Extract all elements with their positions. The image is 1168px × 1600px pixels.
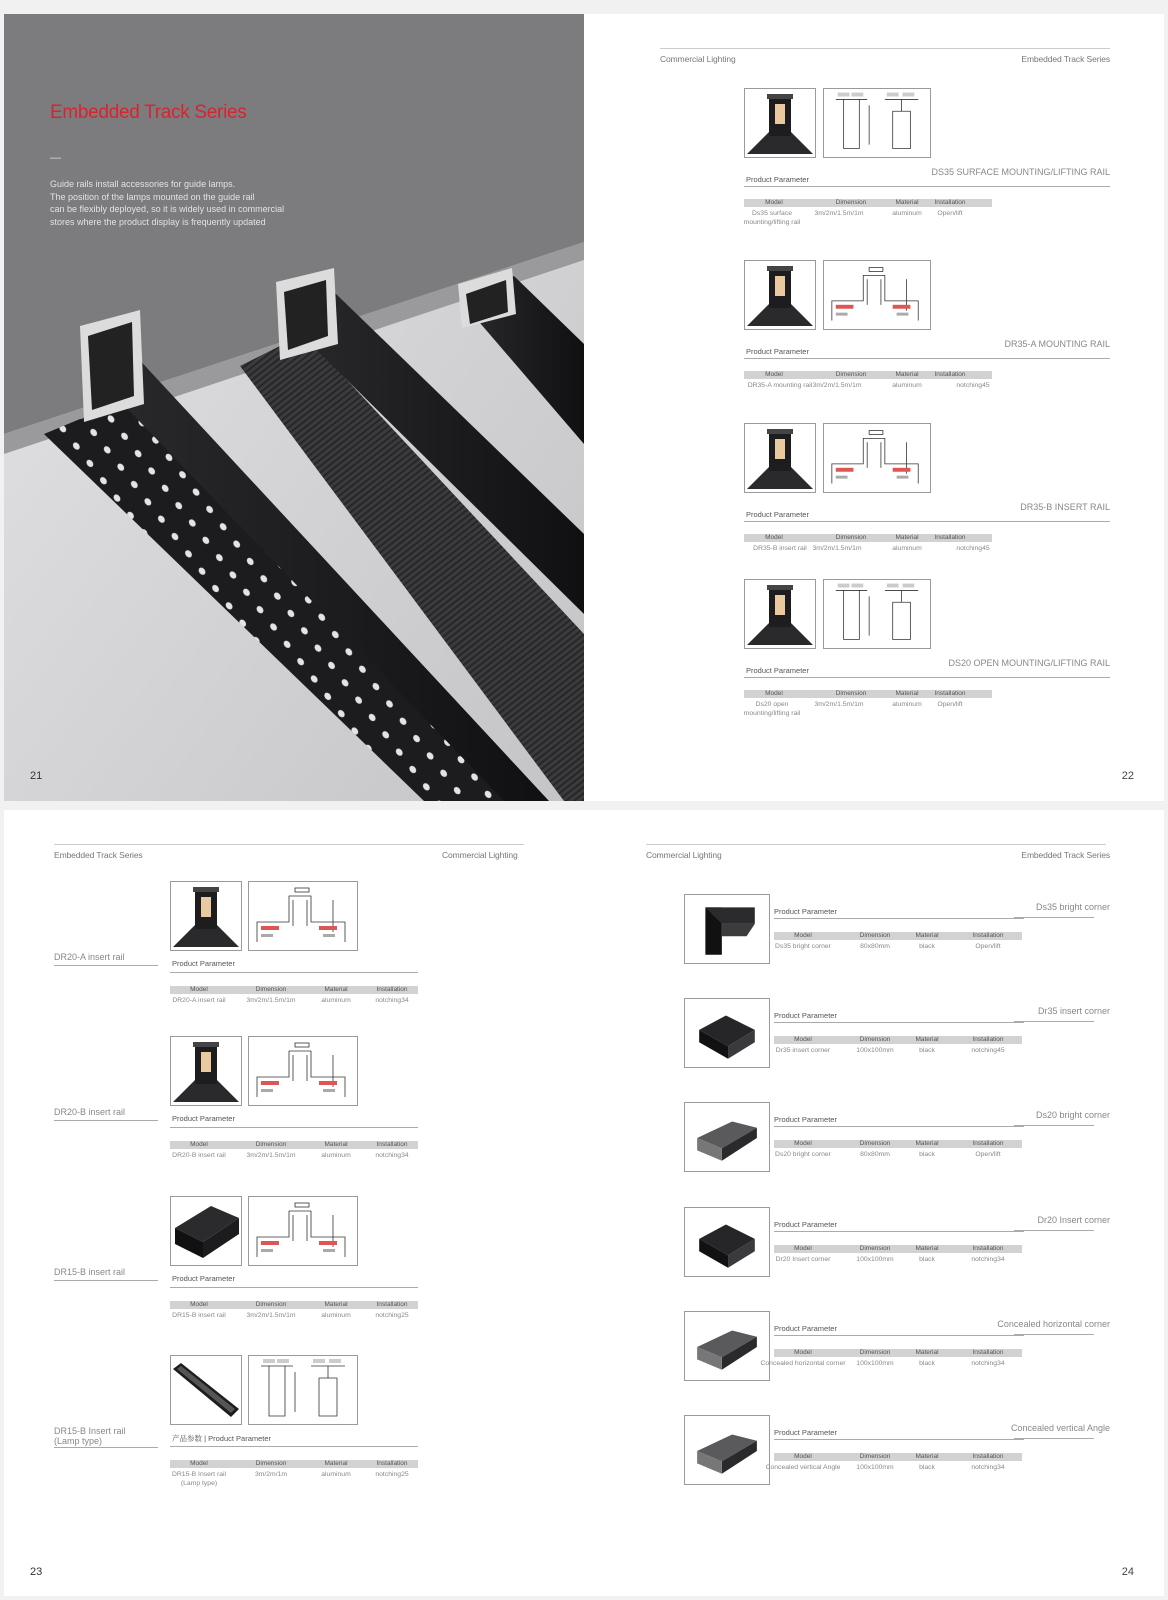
product-parameter-label: Product Parameter — [774, 1220, 837, 1229]
product-photo — [744, 423, 816, 493]
parameter-rule — [774, 1022, 1024, 1023]
table-header-cell: Material — [895, 371, 919, 378]
table-header-cell: Model — [794, 1036, 812, 1043]
table-header — [744, 199, 992, 207]
table-header-cell: Material — [324, 1141, 348, 1148]
table-header-cell: Model — [794, 1140, 812, 1147]
section-drawing — [248, 1196, 358, 1266]
title-dash: — — [50, 152, 61, 164]
table-header-cell: Dimension — [255, 986, 287, 993]
table-cell: Concealed horizontal corner — [760, 1360, 846, 1367]
table-cell: aluminum — [892, 701, 922, 708]
product-parameter-label: Product Parameter — [172, 959, 235, 968]
table-header-cell: Installation — [376, 1301, 408, 1308]
table-header-cell: Material — [915, 1140, 939, 1147]
product-name — [54, 1426, 126, 1446]
table-cell: 3m/2m/1.5m/1m — [246, 1152, 296, 1159]
table-header-cell: Material — [915, 1245, 939, 1252]
parameter-rule — [744, 186, 1110, 187]
table-header-cell: Dimension — [835, 534, 867, 541]
name-rule — [1014, 1125, 1094, 1126]
table-cell: Open/lift — [975, 1151, 1001, 1158]
table-header — [744, 371, 992, 379]
parameter-rule — [170, 1287, 418, 1288]
product-photo — [170, 1196, 242, 1266]
product-name: DS20 OPEN MOUNTING/LIFTING RAIL — [948, 658, 1110, 668]
product-name-line: DR20-A insert rail — [54, 952, 125, 962]
table-header-cell: Dimension — [859, 932, 891, 939]
table-header-cell: Installation — [934, 199, 966, 206]
product-name — [54, 952, 125, 962]
table-header-cell: Installation — [934, 690, 966, 697]
section-drawing — [823, 423, 931, 493]
table-cell: notching45 — [956, 545, 990, 552]
product-name: Dr35 insert corner — [1037, 1006, 1110, 1016]
table-cell: Ds35 bright corner — [775, 943, 831, 950]
product-name-line: DR15-B insert rail — [54, 1267, 126, 1277]
table-cell: notching34 — [375, 1152, 409, 1159]
parameter-rule — [774, 1439, 1024, 1440]
header-left: Commercial Lighting — [660, 54, 736, 64]
table-header — [744, 690, 992, 698]
table-cell: aluminum — [892, 210, 922, 217]
table-header-cell: Installation — [972, 1140, 1004, 1147]
table-header-cell: Dimension — [859, 1349, 891, 1356]
table-header-cell: Dimension — [859, 1140, 891, 1147]
table-cell: Ds20 bright corner — [775, 1151, 831, 1158]
header-right: Embedded Track Series — [1021, 850, 1110, 860]
product-name: Concealed horizontal corner — [997, 1319, 1110, 1329]
table-header-cell: Material — [915, 1349, 939, 1356]
corner-photo — [684, 1311, 770, 1381]
product-parameter-label: Product Parameter — [774, 1011, 837, 1020]
table-header-cell: Dimension — [859, 1036, 891, 1043]
product-photo — [744, 579, 816, 649]
name-rule — [1014, 1230, 1094, 1231]
product-parameter-label: Product Parameter — [746, 175, 809, 184]
section-drawing — [823, 579, 931, 649]
track-rail-photo — [4, 14, 584, 801]
table-cell: mounting/lifting rail — [743, 710, 801, 717]
table-cell: DR15-B insert rail — [172, 1312, 226, 1319]
parameter-rule — [744, 521, 1110, 522]
table-cell: aluminum — [321, 1471, 351, 1478]
table-cell: Open/lift — [975, 943, 1001, 950]
table-header-cell: Dimension — [255, 1460, 287, 1467]
table-cell: aluminum — [892, 545, 922, 552]
table-header-cell: Model — [765, 534, 783, 541]
table-header-cell: Installation — [972, 1453, 1004, 1460]
table-header-cell: Material — [324, 1460, 348, 1467]
header-rule — [646, 844, 1106, 845]
page-number: 22 — [1121, 770, 1134, 782]
table-cell: Ds35 surface — [751, 210, 793, 217]
header-right: Embedded Track Series — [1021, 54, 1110, 64]
table-cell: 3m/2m/1.5m/1m — [246, 997, 296, 1004]
table-header — [774, 1453, 1022, 1461]
table-cell: DR15-B Insert rail — [171, 1471, 227, 1478]
table-cell: black — [919, 1464, 935, 1471]
product-photo — [744, 260, 816, 330]
parameter-rule — [170, 1446, 418, 1447]
table-cell: black — [919, 1360, 935, 1367]
page-number: 23 — [30, 1566, 43, 1578]
name-rule — [54, 1447, 158, 1448]
table-cell: black — [919, 1047, 935, 1054]
product-name: Ds35 bright corner — [1035, 902, 1110, 912]
table-cell: 3m/2m/1.5m/1m — [814, 701, 864, 708]
table-cell: Dr20 Insert corner — [775, 1256, 831, 1263]
name-rule — [1014, 1438, 1094, 1439]
table-cell: DR35-A mounting rail — [747, 382, 813, 389]
product-parameter-label: Product Parameter — [774, 1428, 837, 1437]
product-photo — [170, 881, 242, 951]
table-cell: 100x100mm — [856, 1256, 894, 1263]
table-header — [170, 1141, 418, 1149]
table-header-cell: Model — [190, 1460, 208, 1467]
table-header — [774, 1245, 1022, 1253]
table-cell: notching34 — [971, 1464, 1005, 1471]
table-header-cell: Material — [895, 534, 919, 541]
table-header-cell: Installation — [972, 932, 1004, 939]
table-cell: (Lamp type) — [180, 1480, 218, 1487]
table-header-cell: Dimension — [255, 1301, 287, 1308]
product-name-line: DR20-B insert rail — [54, 1107, 126, 1117]
table-header-cell: Model — [765, 690, 783, 697]
product-photo — [170, 1036, 242, 1106]
header-left: Embedded Track Series — [54, 850, 143, 860]
name-rule — [54, 1120, 158, 1121]
table-cell: mounting/lifting rail — [743, 219, 801, 226]
table-header-cell: Model — [190, 1301, 208, 1308]
table-header-cell: Installation — [376, 1460, 408, 1467]
table-header-cell: Dimension — [835, 690, 867, 697]
table-cell: notching34 — [971, 1256, 1005, 1263]
product-name — [54, 1107, 125, 1117]
table-cell: DR20-B insert rail — [172, 1152, 226, 1159]
parameter-rule — [774, 1126, 1024, 1127]
product-parameter-label: Product Parameter — [774, 1324, 837, 1333]
section-drawing — [248, 1036, 358, 1106]
table-header-cell: Installation — [934, 371, 966, 378]
table-header-cell: Material — [915, 932, 939, 939]
table-cell: notching34 — [971, 1360, 1005, 1367]
table-header-cell: Model — [190, 1141, 208, 1148]
corner-photo — [684, 1415, 770, 1485]
table-header-cell: Material — [895, 690, 919, 697]
table-cell: black — [919, 1151, 935, 1158]
table-cell: notching45 — [956, 382, 990, 389]
product-name-line: (Lamp type) — [54, 1436, 103, 1446]
parameter-rule — [774, 1231, 1024, 1232]
header-right: Commercial Lighting — [442, 850, 518, 860]
product-parameter-label: Product Parameter — [746, 666, 809, 675]
page-23 — [4, 810, 584, 1596]
table-header — [170, 1301, 418, 1309]
table-cell: 3m/2m/1.5m/1m — [812, 382, 862, 389]
table-header-cell: Model — [190, 986, 208, 993]
table-header-cell: Dimension — [859, 1245, 891, 1252]
series-description: Guide rails install accessories for guide lamps. The position of the lamps mounted on the guide rail can be flexibly deployed, so it is widely used in commercial stores where the product display is frequently updated — [50, 179, 285, 227]
product-parameter-label: Product Parameter — [746, 347, 809, 356]
table-header-cell: Installation — [972, 1245, 1004, 1252]
table-cell: notching25 — [375, 1312, 409, 1319]
table-cell: Open/lift — [937, 701, 963, 708]
product-parameter-label: Product Parameter — [172, 1114, 235, 1123]
table-header — [774, 932, 1022, 940]
table-cell: aluminum — [321, 997, 351, 1004]
table-header-cell: Dimension — [835, 199, 867, 206]
table-cell: Open/lift — [937, 210, 963, 217]
table-cell: aluminum — [321, 1312, 351, 1319]
table-header-cell: Model — [794, 1453, 812, 1460]
table-cell: 80x80mm — [860, 1151, 890, 1158]
table-header-cell: Dimension — [859, 1453, 891, 1460]
table-cell: 80x80mm — [860, 943, 890, 950]
table-header-cell: Model — [765, 199, 783, 206]
table-header-cell: Dimension — [255, 1141, 287, 1148]
table-header-cell: Material — [324, 1301, 348, 1308]
table-cell: notching45 — [971, 1047, 1005, 1054]
table-cell: 100x100mm — [856, 1464, 894, 1471]
table-header-cell: Model — [794, 1245, 812, 1252]
product-name: DR35-B INSERT RAIL — [1020, 502, 1110, 512]
table-header-cell: Installation — [934, 534, 966, 541]
table-cell: black — [919, 1256, 935, 1263]
section-drawing — [823, 260, 931, 330]
series-title: Embedded Track Series — [50, 102, 247, 123]
parameter-rule — [744, 358, 1110, 359]
product-photo — [170, 1355, 242, 1425]
table-cell: black — [919, 943, 935, 950]
page-number: 24 — [1121, 1566, 1134, 1578]
table-header — [170, 986, 418, 994]
table-header — [170, 1460, 418, 1468]
header-rule — [54, 844, 524, 845]
table-header-cell: Installation — [972, 1036, 1004, 1043]
page-21 — [4, 14, 584, 801]
table-header-cell: Installation — [376, 986, 408, 993]
name-rule — [1014, 917, 1094, 918]
table-header-cell: Model — [794, 932, 812, 939]
product-name: Dr20 Insert corner — [1037, 1215, 1110, 1225]
product-name: Ds20 bright corner — [1035, 1110, 1110, 1120]
table-cell: Concealed vertical Angle — [765, 1464, 841, 1471]
table-header — [774, 1140, 1022, 1148]
product-name: Concealed vertical Angle — [1010, 1423, 1110, 1433]
page-number: 21 — [30, 770, 43, 782]
name-rule — [1014, 1021, 1094, 1022]
table-cell: DR35-B insert rail — [753, 545, 807, 552]
table-header-cell: Material — [324, 986, 348, 993]
parameter-rule — [774, 918, 1024, 919]
parameter-rule — [774, 1335, 1024, 1336]
product-name — [54, 1267, 125, 1277]
table-header — [774, 1036, 1022, 1044]
table-cell: Ds20 open — [755, 701, 789, 708]
product-parameter-label: 产品参数 | Product Parameter — [172, 1434, 272, 1443]
table-header — [744, 534, 992, 542]
table-cell: notching34 — [375, 997, 409, 1004]
table-cell: aluminum — [892, 382, 922, 389]
page-24 — [584, 810, 1164, 1596]
product-name: DR35-A MOUNTING RAIL — [1004, 339, 1110, 349]
parameter-rule — [170, 972, 418, 973]
name-rule — [54, 965, 158, 966]
section-drawing — [823, 88, 931, 158]
parameter-rule — [170, 1127, 418, 1128]
parameter-rule — [744, 677, 1110, 678]
corner-photo — [684, 1102, 770, 1172]
table-cell: Dr35 insert corner — [775, 1047, 831, 1054]
table-cell: aluminum — [321, 1152, 351, 1159]
table-header-cell: Installation — [376, 1141, 408, 1148]
product-parameter-label: Product Parameter — [172, 1274, 235, 1283]
table-header-cell: Dimension — [835, 371, 867, 378]
table-header-cell: Installation — [972, 1349, 1004, 1356]
header-rule — [660, 48, 1110, 49]
page-22 — [584, 14, 1164, 801]
table-header — [774, 1349, 1022, 1357]
table-cell: 3m/2m/1.5m/1m — [812, 545, 862, 552]
product-parameter-label: Product Parameter — [746, 510, 809, 519]
corner-photo — [684, 998, 770, 1068]
table-header-cell: Model — [794, 1349, 812, 1356]
product-parameter-label: Product Parameter — [774, 907, 837, 916]
table-cell: 3m/2m/1.5m/1m — [814, 210, 864, 217]
table-header-cell: Model — [765, 371, 783, 378]
table-cell: 100x100mm — [856, 1360, 894, 1367]
name-rule — [54, 1280, 158, 1281]
corner-photo — [684, 894, 770, 964]
section-drawing — [248, 881, 358, 951]
table-cell: 3m/2m/1.5m/1m — [246, 1312, 296, 1319]
product-name: DS35 SURFACE MOUNTING/LIFTING RAIL — [931, 167, 1110, 177]
table-cell: 3m/2m/1m — [254, 1471, 288, 1478]
name-rule — [1014, 1334, 1094, 1335]
table-cell: 100x100mm — [856, 1047, 894, 1054]
corner-photo — [684, 1207, 770, 1277]
product-parameter-label: Product Parameter — [774, 1115, 837, 1124]
header-left: Commercial Lighting — [646, 850, 722, 860]
table-cell: DR20-A insert rail — [172, 997, 226, 1004]
table-header-cell: Material — [915, 1453, 939, 1460]
table-header-cell: Material — [915, 1036, 939, 1043]
product-name-line: DR15-B Insert rail — [54, 1426, 126, 1436]
table-header-cell: Material — [895, 199, 919, 206]
section-drawing — [248, 1355, 358, 1425]
product-photo — [744, 88, 816, 158]
table-cell: notching25 — [375, 1471, 409, 1478]
